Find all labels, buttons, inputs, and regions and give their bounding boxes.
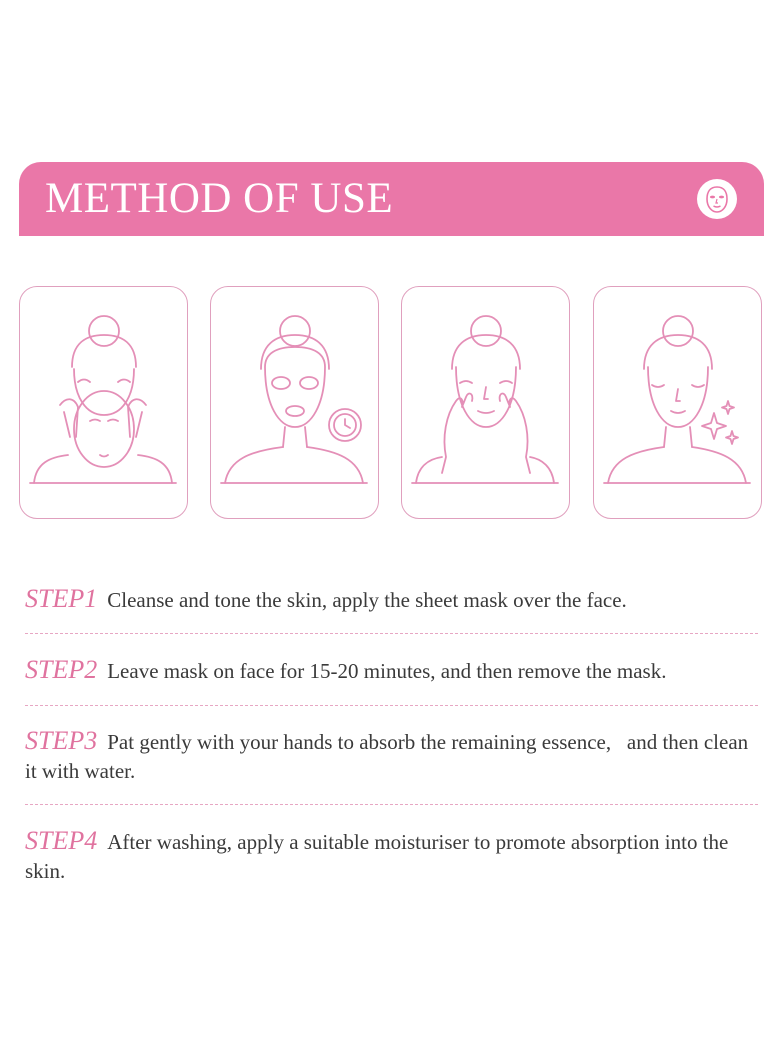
divider [25, 633, 758, 634]
step-label: STEP1 [25, 584, 98, 613]
step-label: STEP2 [25, 655, 98, 684]
face-mask-icon [696, 178, 738, 220]
illustration-card-4 [593, 286, 762, 519]
apply-mask-icon [20, 287, 186, 517]
step-4 [25, 826, 760, 886]
step-2 [25, 655, 760, 686]
illustration-card-2 [210, 286, 379, 519]
divider [25, 804, 758, 805]
header-banner [19, 162, 764, 236]
page-title: METHOD OF USE [45, 175, 394, 222]
illustration-card-3 [401, 286, 570, 519]
mask-on-with-timer-icon [211, 287, 377, 517]
pat-face-icon [402, 287, 568, 517]
step-text: Pat gently with your hands to absorb the remaining essence, and then clean it with water. [25, 730, 749, 783]
illustration-card-1 [19, 286, 188, 519]
step-label: STEP3 [25, 726, 98, 755]
step-text: Cleanse and tone the skin, apply the sheet mask over the face. [107, 588, 627, 612]
step-1 [25, 584, 760, 615]
step-text: Leave mask on face for 15-20 minutes, and then remove the mask. [107, 659, 667, 683]
divider [25, 705, 758, 706]
step-label: STEP4 [25, 826, 98, 855]
illustration-row [0, 286, 780, 522]
step-3 [25, 726, 760, 786]
step-text: After washing, apply a suitable moisturiser to promote absorption into the skin. [25, 830, 729, 883]
glowing-skin-icon [594, 287, 760, 517]
